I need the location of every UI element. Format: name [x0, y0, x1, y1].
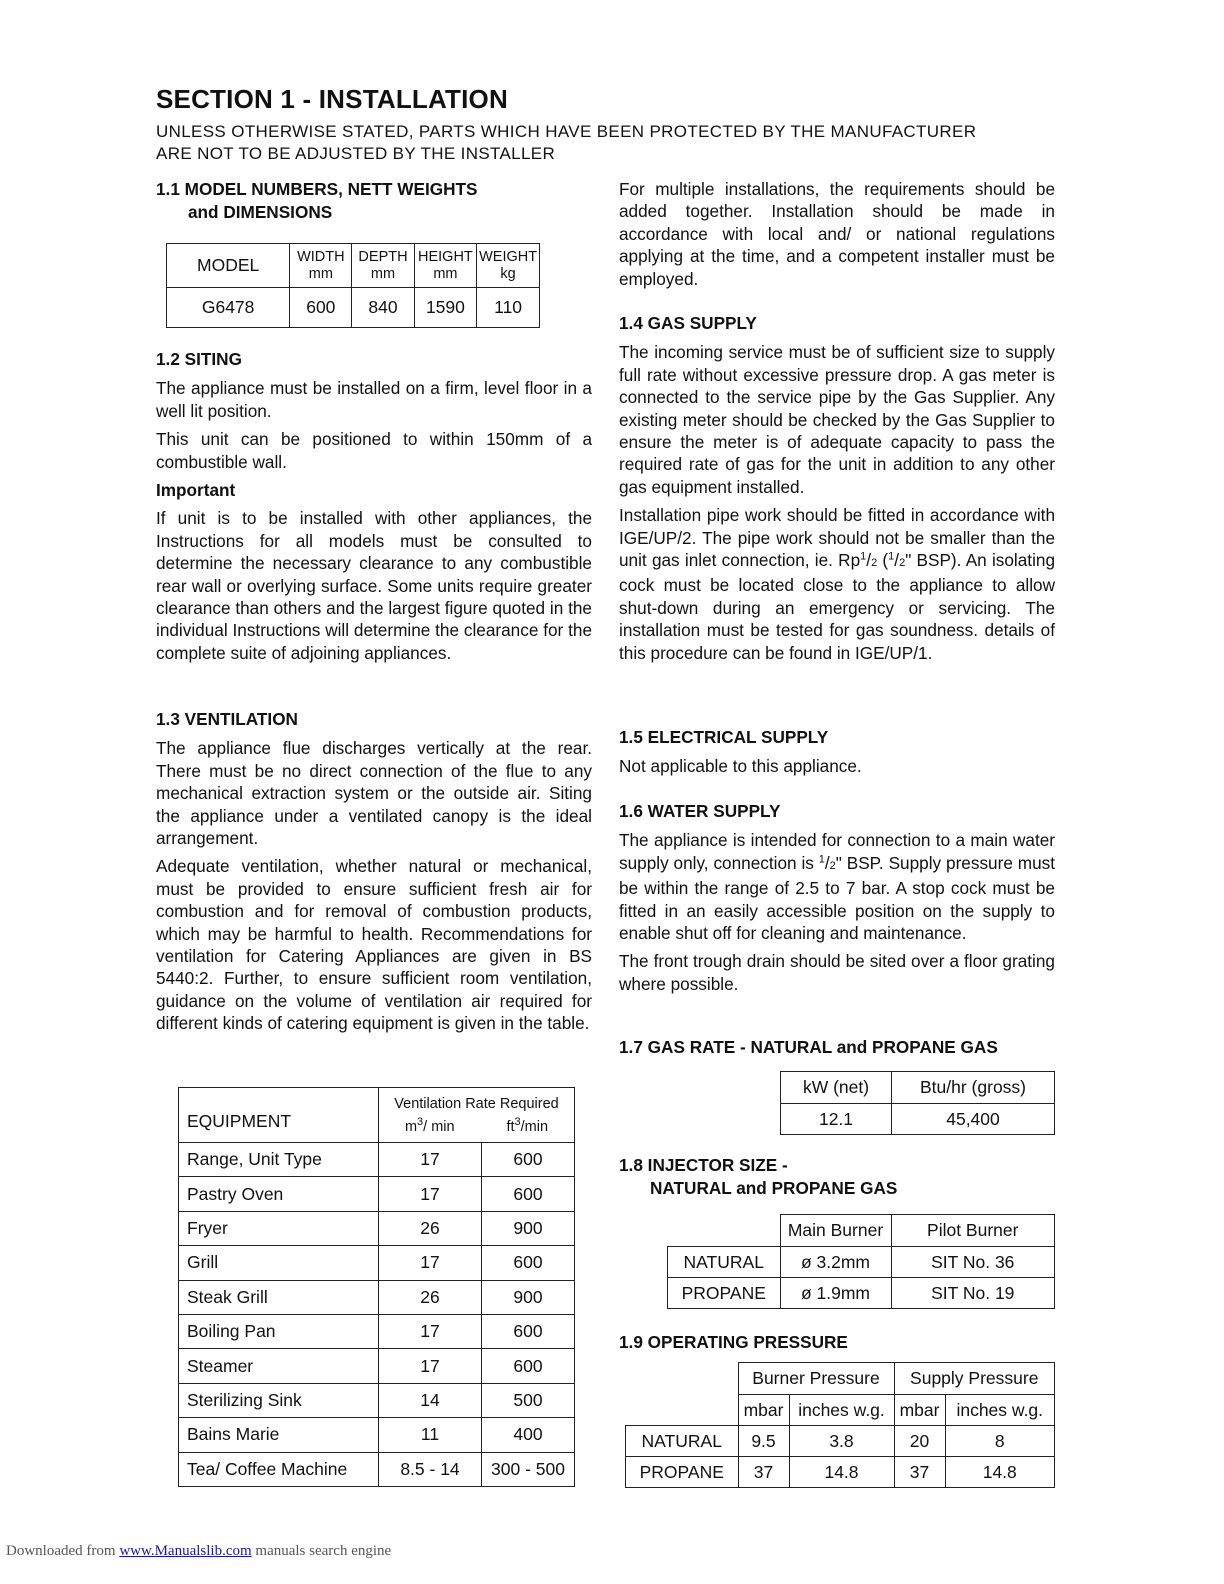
rate-m3-value: 17	[379, 1246, 482, 1280]
col-model-header: MODEL	[167, 244, 290, 288]
model-value: G6478	[167, 288, 290, 328]
notice-line-2: ARE NOT TO BE ADJUSTED BY THE INSTALLER	[156, 144, 556, 163]
section-1-4	[619, 312, 1055, 670]
burner-inwg-value: 14.8	[789, 1457, 894, 1488]
section-1-1-heading: 1.1 MODEL NUMBERS, NETT WEIGHTS	[156, 179, 478, 199]
siting-paragraph-2: This unit can be positioned to within 150mm of a combustible wall.	[156, 429, 592, 472]
equipment-name: Steak Grill	[179, 1280, 379, 1314]
supply-inwg-value: 14.8	[945, 1457, 1055, 1488]
unit-mbar: mbar	[738, 1395, 789, 1426]
page-title: SECTION 1 - INSTALLATION	[156, 84, 508, 114]
operating-pressure-table	[625, 1362, 1055, 1488]
rate-ft3-value: 400	[482, 1418, 575, 1452]
section-1-8-heading: 1.8 INJECTOR SIZE -	[619, 1155, 788, 1175]
col-weight-header: WEIGHT kg	[477, 244, 540, 288]
width-value: 600	[290, 288, 352, 328]
rate-m3-value: 14	[379, 1383, 482, 1417]
section-1-4-heading: 1.4 GAS SUPPLY	[619, 313, 757, 333]
section-1-5	[619, 726, 1055, 784]
important-heading: Important	[156, 480, 236, 501]
ventilation-row	[179, 1143, 575, 1177]
weight-value: 110	[477, 288, 540, 328]
depth-value: 840	[352, 288, 414, 328]
section-1-1	[156, 178, 592, 224]
equipment-name: Tea/ Coffee Machine	[179, 1452, 379, 1486]
col-kw-header: kW (net)	[781, 1072, 892, 1104]
installer-notice	[156, 121, 1056, 165]
pilot-burner-value: SIT No. 19	[891, 1278, 1055, 1309]
section-1-3	[156, 708, 592, 1041]
unit-inches-wg: inches w.g.	[945, 1395, 1055, 1426]
section-1-8-heading-cont: NATURAL and PROPANE GAS	[650, 1178, 898, 1198]
siting-paragraph-3: If unit is to be installed with other appliances, the Instructions for all models must be consulted to determine the necessary clearance to any combustible rear wall or overlying surface. Some units require greater clearance than others and the largest figure quoted in the individual Instructions will determine the clearance for the complete suite of adjoining appliances.	[156, 508, 592, 663]
notice-line-1: UNLESS OTHERWISE STATED, PARTS WHICH HAVE BEEN PROTECTED BY THE MANUFACTURER	[156, 122, 977, 141]
ventilation-row	[179, 1349, 575, 1383]
col-supply-pressure-header: Supply Pressure	[894, 1363, 1055, 1395]
gas-rate-table	[780, 1071, 1055, 1135]
section-1-2	[156, 348, 592, 670]
rate-m3-value: 11	[379, 1418, 482, 1452]
ventilation-row	[179, 1246, 575, 1280]
model-dimensions-table	[166, 243, 540, 328]
unit-ft3-per-min: $ft^3/\min$	[506, 1116, 549, 1135]
blank-corner	[626, 1363, 739, 1426]
main-burner-value: ø 3.2mm	[780, 1247, 891, 1278]
rate-m3-value: 8.5 - 14	[379, 1452, 482, 1486]
section-1-9	[619, 1331, 1055, 1360]
equipment-name: Boiling Pan	[179, 1314, 379, 1348]
burner-inwg-value: 3.8	[789, 1426, 894, 1457]
col-equipment-header: EQUIPMENT	[179, 1088, 379, 1143]
rate-ft3-value: 600	[482, 1349, 575, 1383]
btu-value: 45,400	[892, 1104, 1055, 1135]
siting-paragraph-1: The appliance must be installed on a firm, level floor in a well lit position.	[156, 378, 592, 421]
col-main-burner-header: Main Burner	[780, 1215, 891, 1247]
ventilation-paragraph-2: Adequate ventilation, whether natural or mechanical, must be provided to ensure sufficient fresh air for combustion and for removal of combustion products, which may be harmful to health. Recommendations for ventilation for Catering Appliances are given in BS 5440:2. Further, to ensure sufficient room ventilation, guidance on the volume of ventilation air required for different kinds of catering equipment is given in the table.	[156, 856, 592, 1034]
section-1-9-heading: 1.9 OPERATING PRESSURE	[619, 1332, 848, 1352]
col-btu-header: Btu/hr (gross)	[892, 1072, 1055, 1104]
col-ventilation-rate-header: Ventilation Rate Required $m^3/$ min $ft^3/\min$	[379, 1088, 575, 1143]
water-supply-paragraph-1: The appliance is intended for connection to a main water supply only, connection is $^1$/2" BSP. Supply pressure must be within the range of 2.5 to 7 bar. A stop cock must be fitted in an easily accessible position on the supply to enable shut off for cleaning and maintenance.	[619, 830, 1055, 944]
multiple-installations-paragraph: For multiple installations, the requirements should be added together. Installation should be made in accordance with local and/ or national regulations applying at the time, and a competent installer must be employed.	[619, 179, 1055, 289]
row-gas-label: NATURAL	[626, 1426, 739, 1457]
rate-ft3-value: 300 - 500	[482, 1452, 575, 1486]
section-1-3-heading: 1.3 VENTILATION	[156, 709, 298, 729]
ventilation-row	[179, 1177, 575, 1211]
ventilation-row	[179, 1383, 575, 1417]
rate-m3-value: 17	[379, 1314, 482, 1348]
rate-m3-value: 26	[379, 1280, 482, 1314]
col-height-header: HEIGHT mm	[414, 244, 477, 288]
ventilation-paragraph-1: The appliance flue discharges vertically at the rear. There must be no direct connection of the flue to any mechanical extraction system or the outside air. Siting the appliance under a ventilated canopy is the ideal arrangement.	[156, 738, 592, 849]
footer-prefix: Downloaded from	[6, 1543, 120, 1559]
ventilation-row	[179, 1280, 575, 1314]
right-column-intro	[619, 178, 1055, 296]
section-1-2-heading: 1.2 SITING	[156, 349, 242, 369]
section-1-6-heading: 1.6 WATER SUPPLY	[619, 801, 781, 821]
ventilation-row	[179, 1314, 575, 1348]
col-depth-header: DEPTH mm	[352, 244, 414, 288]
kw-value: 12.1	[781, 1104, 892, 1135]
injector-size-table	[667, 1214, 1055, 1309]
equipment-name: Pastry Oven	[179, 1177, 379, 1211]
row-gas-label: PROPANE	[626, 1457, 739, 1488]
col-width-header: WIDTH mm	[290, 244, 352, 288]
gas-supply-paragraph-2: Installation pipe work should be fitted in accordance with IGE/UP/2. The pipe work should not be smaller than the unit gas inlet connection, ie. Rp$^1$/2 ($^1$/2" BSP). An isolating cock must be located close to the appliance to allow shut-down during an emergency or servicing. The installation must be tested for gas soundness. details of this procedure can be found in IGE/UP/1.	[619, 505, 1056, 663]
rate-m3-value: 17	[379, 1177, 482, 1211]
pilot-burner-value: SIT No. 36	[891, 1247, 1055, 1278]
supply-mbar-value: 37	[894, 1457, 945, 1488]
rate-ft3-value: 600	[482, 1177, 575, 1211]
rate-ft3-value: 600	[482, 1246, 575, 1280]
ventilation-row	[179, 1452, 575, 1486]
section-1-7-heading: 1.7 GAS RATE - NATURAL and PROPANE GAS	[619, 1037, 998, 1057]
main-burner-value: ø 1.9mm	[780, 1278, 891, 1309]
height-value: 1590	[414, 288, 477, 328]
supply-mbar-value: 20	[894, 1426, 945, 1457]
download-footer	[6, 1543, 391, 1560]
section-1-8	[619, 1154, 1055, 1200]
equipment-name: Sterilizing Sink	[179, 1383, 379, 1417]
footer-suffix: manuals search engine	[251, 1543, 392, 1559]
ventilation-row	[179, 1418, 575, 1452]
water-supply-paragraph-2: The front trough drain should be sited over a floor grating where possible.	[619, 951, 1055, 994]
equipment-name: Steamer	[179, 1349, 379, 1383]
rate-ft3-value: 900	[482, 1280, 575, 1314]
manualslib-link[interactable]: www.Manualslib.com	[119, 1543, 252, 1559]
burner-mbar-value: 37	[738, 1457, 789, 1488]
equipment-name: Range, Unit Type	[179, 1143, 379, 1177]
row-gas-label: PROPANE	[668, 1278, 781, 1309]
electrical-supply-paragraph: Not applicable to this appliance.	[619, 756, 862, 777]
ventilation-row	[179, 1211, 575, 1245]
col-pilot-burner-header: Pilot Burner	[891, 1215, 1055, 1247]
blank-corner	[668, 1215, 781, 1247]
equipment-name: Bains Marie	[179, 1418, 379, 1452]
gas-supply-paragraph-1: The incoming service must be of sufficient size to supply full rate without excessive pressure drop. A gas meter is connected to the service pipe by the Gas Supplier. Any existing meter should be checked by the Gas Supplier to ensure the meter is of adequate capacity to pass the required rate of gas for the unit in addition to any other gas equipment installed.	[619, 342, 1055, 497]
rate-ft3-value: 900	[482, 1211, 575, 1245]
rate-m3-value: 17	[379, 1143, 482, 1177]
equipment-name: Fryer	[179, 1211, 379, 1245]
section-1-5-heading: 1.5 ELECTRICAL SUPPLY	[619, 727, 829, 747]
unit-m3-per-min: $m^3/$ min	[404, 1116, 455, 1135]
section-1-6	[619, 800, 1055, 1001]
unit-inches-wg: inches w.g.	[789, 1395, 894, 1426]
rate-ft3-value: 500	[482, 1383, 575, 1417]
rate-m3-value: 17	[379, 1349, 482, 1383]
burner-mbar-value: 9.5	[738, 1426, 789, 1457]
rate-m3-value: 26	[379, 1211, 482, 1245]
equipment-name: Grill	[179, 1246, 379, 1280]
row-gas-label: NATURAL	[668, 1247, 781, 1278]
section-1-7	[619, 1036, 1055, 1065]
ventilation-table	[178, 1087, 575, 1487]
col-burner-pressure-header: Burner Pressure	[738, 1363, 894, 1395]
supply-inwg-value: 8	[945, 1426, 1055, 1457]
section-1-1-heading-cont: and DIMENSIONS	[188, 202, 333, 222]
rate-ft3-value: 600	[482, 1314, 575, 1348]
unit-mbar: mbar	[894, 1395, 945, 1426]
rate-ft3-value: 600	[482, 1143, 575, 1177]
